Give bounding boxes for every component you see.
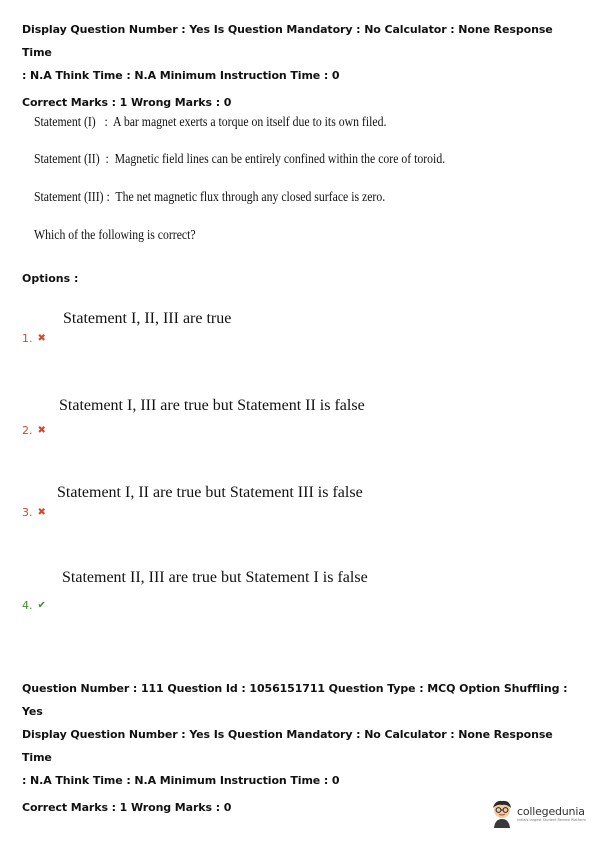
option-1-number: [22, 332, 46, 345]
marks-line: Correct Marks : 1 Wrong Marks : 0: [22, 96, 232, 109]
statement-2-label: Statement (II): [34, 152, 100, 167]
option-2-text: Statement I, III are true but Statement II is false: [59, 397, 365, 414]
option-2-number: [22, 424, 46, 437]
statement-2-text: Magnetic field lines can be entirely confined within the core of toroid.: [114, 152, 446, 167]
mascot-icon: [490, 799, 514, 829]
statement-3: [34, 190, 385, 206]
meta-line-1: Display Question Number : Yes Is Question Mandatory : No Calculator : None Response Time: [22, 23, 553, 59]
statement-1-text: A bar magnet exerts a torque on itself due to its own filed.: [113, 115, 387, 130]
option-4-number: [22, 599, 46, 612]
meta-line-2: : N.A Think Time : N.A Minimum Instruction Time : 0: [22, 69, 340, 82]
cross-icon: ✖: [37, 424, 46, 436]
statement-3-sep: :: [106, 190, 110, 205]
next-meta-line-3: : N.A Think Time : N.A Minimum Instruction Time : 0: [22, 774, 340, 787]
cross-icon: ✖: [37, 506, 46, 518]
check-icon: ✔: [37, 599, 46, 611]
option-1-text: Statement I, II, III are true: [63, 310, 232, 327]
collegedunia-logo: [490, 796, 590, 832]
option-3-text: Statement I, II are true but Statement III is false: [57, 484, 363, 501]
cross-icon: ✖: [37, 332, 46, 344]
option-1-label: 1.: [22, 332, 33, 345]
option-4-label: 4.: [22, 599, 33, 612]
statement-2: [34, 152, 445, 168]
option-3-label: 3.: [22, 506, 33, 519]
next-meta-line-2: Display Question Number : Yes Is Question Mandatory : No Calculator : None Response Time: [22, 728, 553, 764]
statement-2-sep: :: [105, 152, 109, 167]
question-text: Which of the following is correct?: [34, 228, 196, 243]
next-meta-line-1: Question Number : 111 Question Id : 1056151711 Question Type : MCQ Option Shuffling : Yes: [22, 682, 568, 718]
statement-1-sep: :: [104, 115, 108, 130]
option-3-number: [22, 506, 46, 519]
statement-1: [34, 115, 386, 131]
logo-tagline: India's largest Student Review Platform: [517, 818, 586, 822]
statement-1-label: Statement (I): [34, 115, 96, 130]
statement-3-label: Statement (III): [34, 190, 104, 205]
statement-3-text: The net magnetic flux through any closed surface is zero.: [115, 190, 386, 205]
options-title: Options :: [22, 272, 79, 285]
next-marks-line: Correct Marks : 1 Wrong Marks : 0: [22, 801, 232, 814]
question-meta: [22, 18, 582, 114]
option-2-label: 2.: [22, 424, 33, 437]
logo-brand: collegedunia: [517, 805, 585, 818]
option-4-text: Statement II, III are true but Statement I is false: [62, 569, 368, 586]
